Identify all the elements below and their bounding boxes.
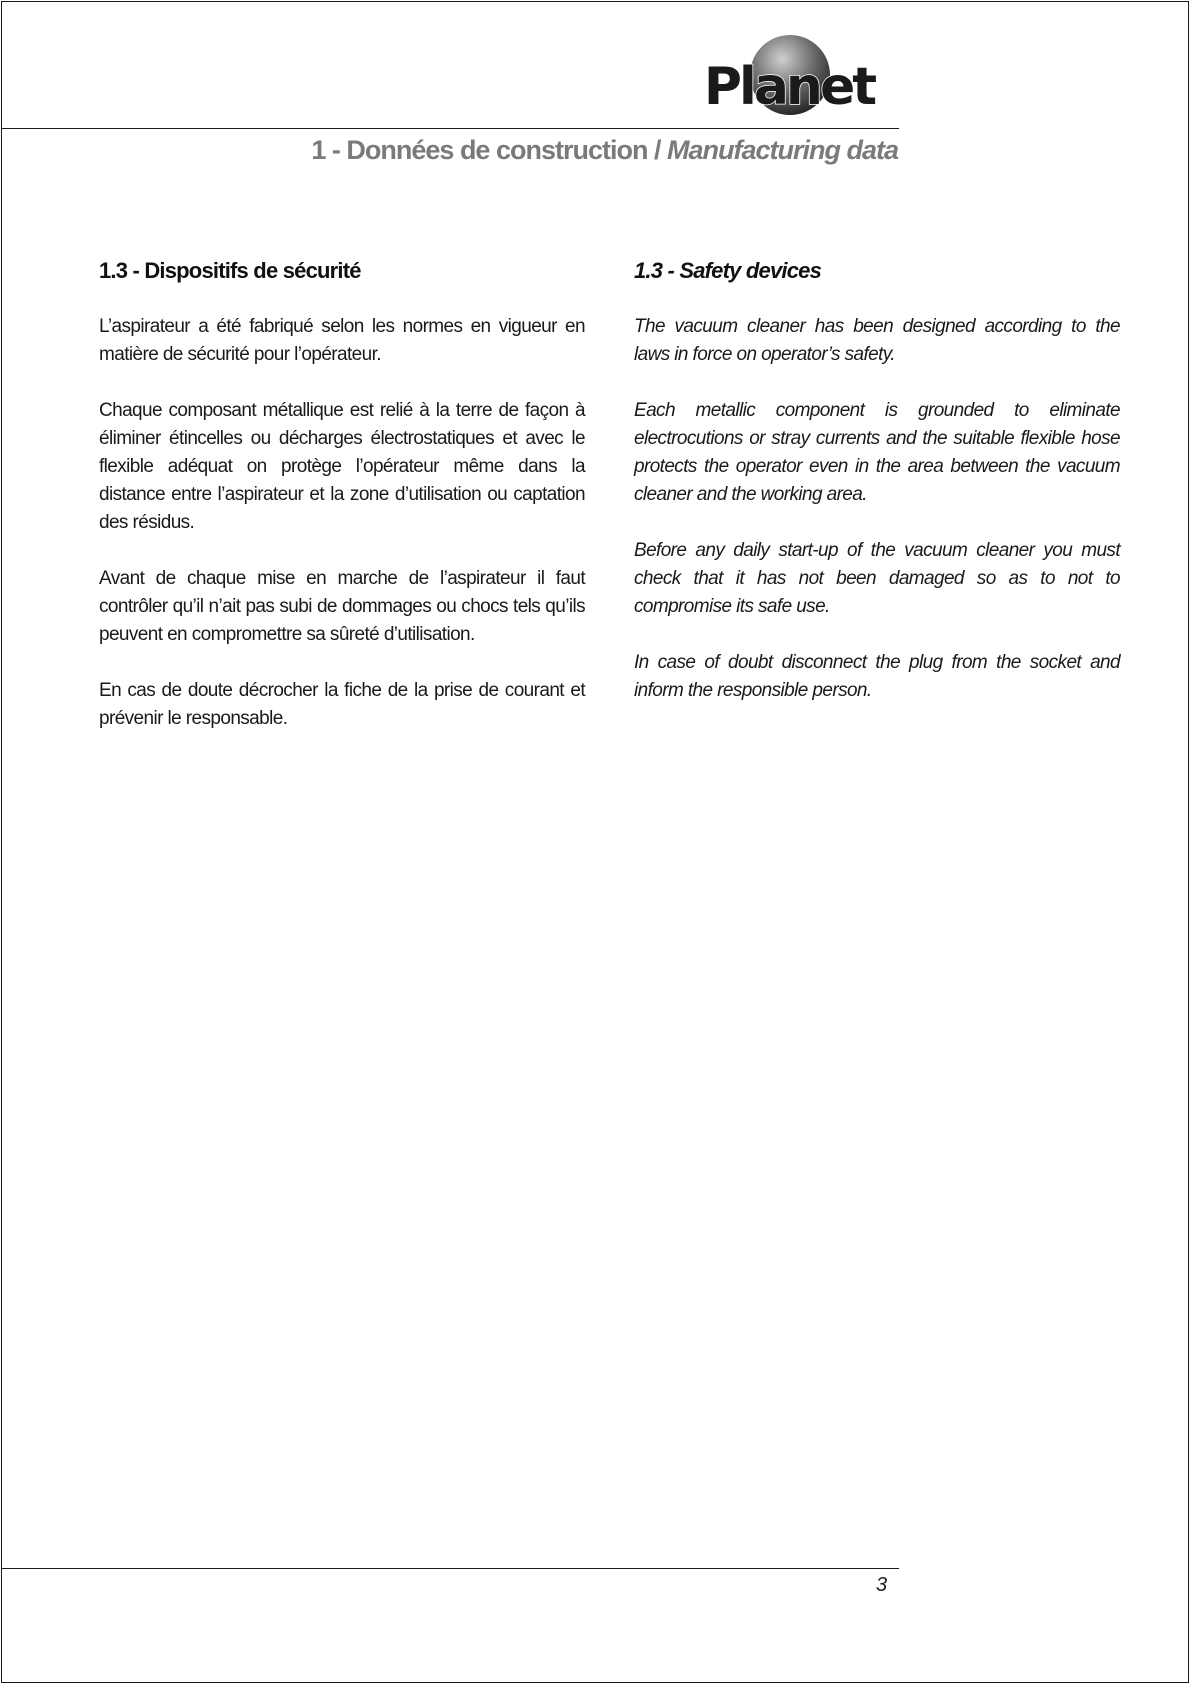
english-column <box>634 256 1120 733</box>
french-paragraph-3: Avant de chaque mise en marche de l’aspirateur il faut contrôler qu’il n’ait pas subi de dommages ou chocs tels qu’ils peuvent en compromettre sa sûreté d’utilisation. <box>99 568 585 645</box>
footer-rule <box>1 1568 899 1569</box>
section-title-separator: / <box>647 135 667 165</box>
section-title <box>311 135 898 166</box>
french-paragraph-4: En cas de doute décrocher la fiche de la prise de courant et prévenir le responsable. <box>99 680 585 729</box>
french-heading: 1.3 - Dispositifs de sécurité <box>99 258 361 283</box>
page-frame <box>1 1 1189 1683</box>
english-paragraph-3: Before any daily start-up of the vacuum cleaner you must check that it has not been damaged so as to not to compromise its safe use. <box>634 540 1120 617</box>
french-column <box>99 256 585 761</box>
english-paragraph-2: Each metallic component is grounded to eliminate electrocutions or stray currents and the suitable flexible hose protects the operator even in the area between the vacuum cleaner and the working area. <box>634 400 1120 505</box>
french-paragraph-2: Chaque composant métallique est relié à la terre de façon à éliminer étincelles ou décharges électrostatiques et avec le flexible adéquat on protège l’opérateur même dans la distance entre l’aspirateur et la zone d’utilisation ou captation des résidus. <box>99 400 585 533</box>
french-paragraph-1: L’aspirateur a été fabriqué selon les normes en vigueur en matière de sécurité pour l’opérateur. <box>99 316 585 365</box>
section-title-fr: 1 - Données de construction <box>311 135 648 165</box>
logo-wordmark: Planet <box>703 57 875 116</box>
planet-logo <box>678 34 900 116</box>
english-paragraph-1: The vacuum cleaner has been designed according to the laws in force on operator’s safety. <box>634 316 1120 365</box>
section-title-en: Manufacturing data <box>666 135 898 165</box>
english-heading: 1.3 - Safety devices <box>634 258 822 283</box>
english-paragraph-4: In case of doubt disconnect the plug from the socket and inform the responsible person. <box>634 652 1120 701</box>
page-number: 3 <box>876 1574 888 1596</box>
header-rule <box>1 128 899 129</box>
